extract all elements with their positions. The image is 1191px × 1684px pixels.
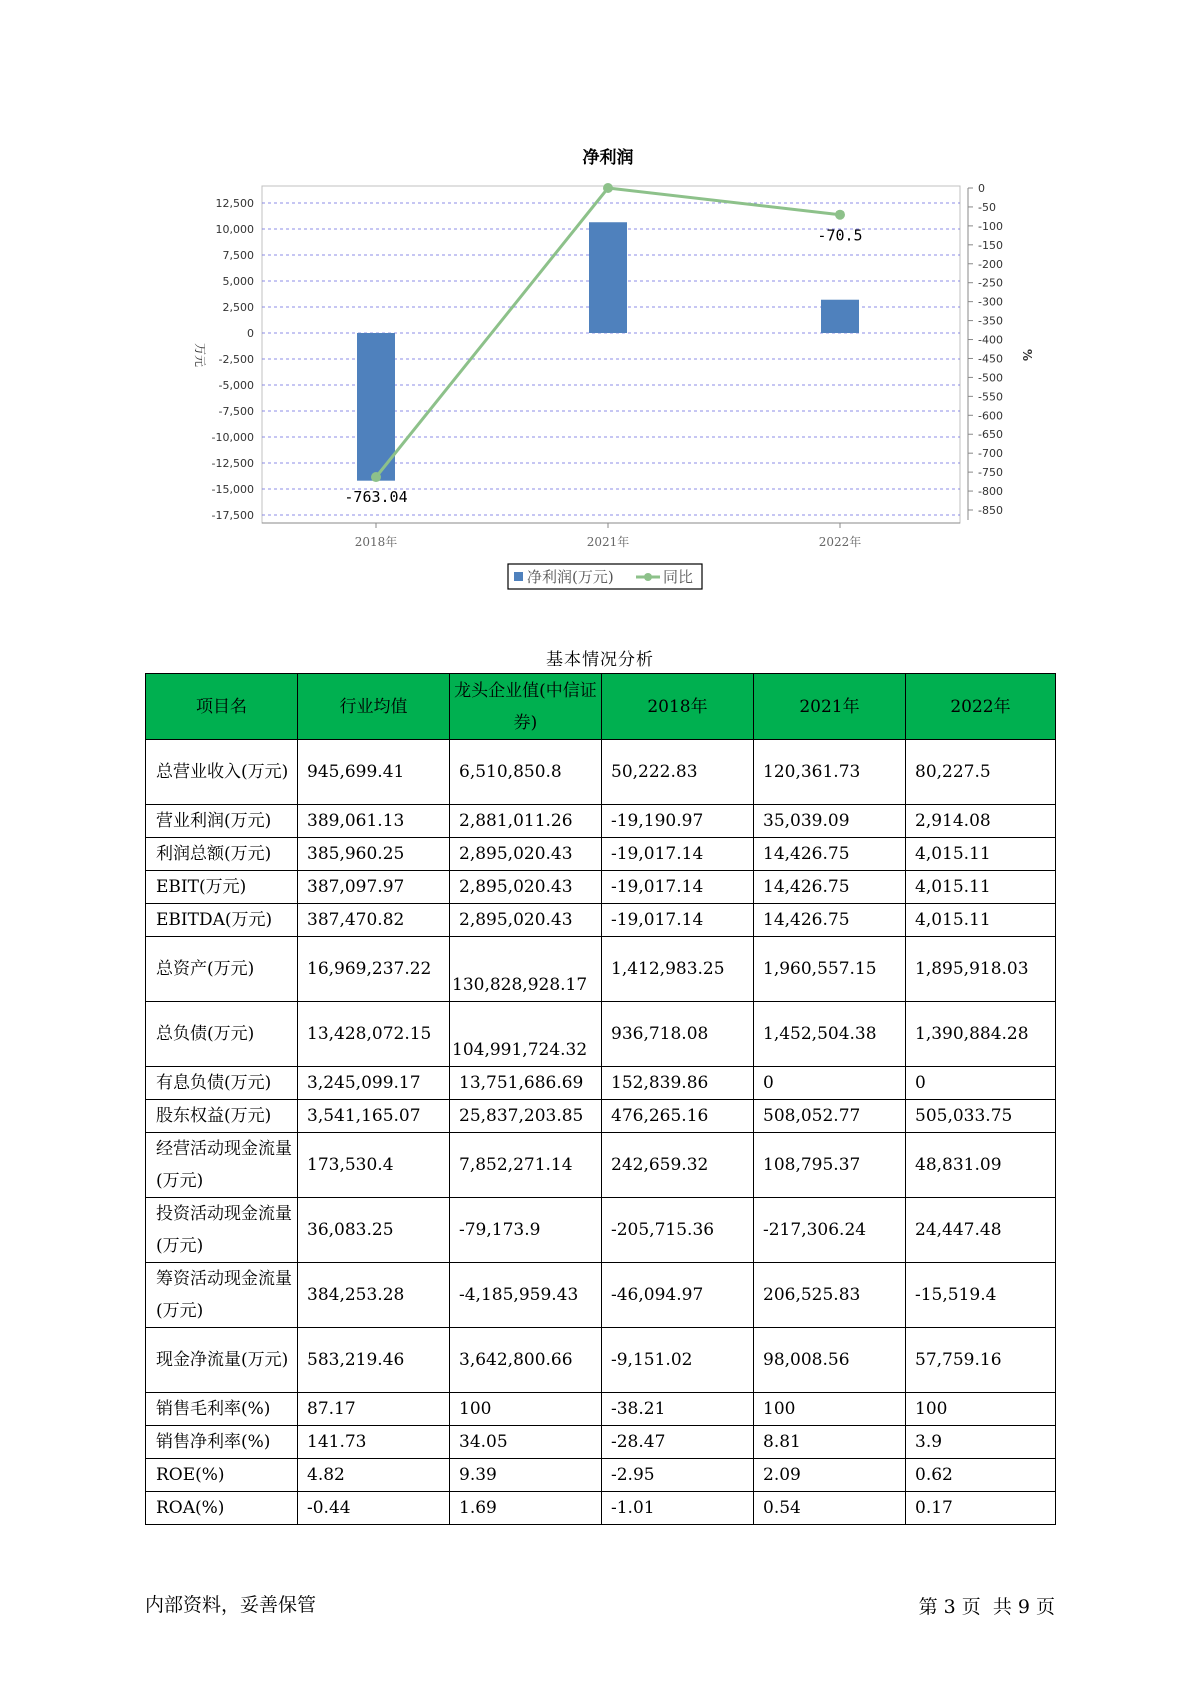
value-cell: 57,759.16 xyxy=(906,1328,1056,1393)
y2-tick-label: -200 xyxy=(978,257,1003,271)
table-header-row xyxy=(146,674,1056,740)
table-row xyxy=(146,1393,1056,1426)
table-row xyxy=(146,871,1056,904)
bar-net-profit xyxy=(589,222,627,333)
table-row xyxy=(146,1263,1056,1328)
value-cell: 120,361.73 xyxy=(754,740,906,805)
data-label: -70.5 xyxy=(817,226,863,245)
value-cell: 16,969,237.22 xyxy=(298,937,450,1002)
y2-tick-label: -750 xyxy=(978,466,1003,480)
value-cell: 387,470.82 xyxy=(298,904,450,937)
value-cell: 0.62 xyxy=(906,1459,1056,1492)
header-industry-avg: 行业均值 xyxy=(298,674,450,740)
y-tick-label: -15,000 xyxy=(211,483,254,496)
value-cell: 104,991,724.32 xyxy=(450,1002,602,1067)
table-row xyxy=(146,1100,1056,1133)
value-cell: 36,083.25 xyxy=(298,1198,450,1263)
value-cell: 100 xyxy=(450,1393,602,1426)
table-row xyxy=(146,1459,1056,1492)
value-cell: 0.17 xyxy=(906,1492,1056,1525)
value-cell: -28.47 xyxy=(602,1426,754,1459)
y2-tick-label: -150 xyxy=(978,238,1003,252)
value-cell: -9,151.02 xyxy=(602,1328,754,1393)
table-row xyxy=(146,937,1056,1002)
value-cell: 173,530.4 xyxy=(298,1133,450,1198)
value-cell: 0 xyxy=(754,1067,906,1100)
y2-tick-label: -500 xyxy=(978,371,1003,385)
row-label-cell: ROA(%) xyxy=(146,1492,298,1525)
value-cell: 945,699.41 xyxy=(298,740,450,805)
value-cell: 2,914.08 xyxy=(906,805,1056,838)
y-tick-label: 2,500 xyxy=(222,301,254,314)
y-tick-label: 7,500 xyxy=(222,249,254,262)
value-cell: 100 xyxy=(754,1393,906,1426)
footer-confidential-note: 内部资料，妥善保管 xyxy=(145,1594,317,1616)
value-cell: 48,831.09 xyxy=(906,1133,1056,1198)
point-yoy xyxy=(371,472,381,482)
value-cell: 3,541,165.07 xyxy=(298,1100,450,1133)
y2-tick-label: -450 xyxy=(978,352,1003,366)
row-label-cell: 销售净利率(%) xyxy=(146,1426,298,1459)
y2-tick-label: -850 xyxy=(978,504,1003,517)
value-cell: 2.09 xyxy=(754,1459,906,1492)
value-cell: 100 xyxy=(906,1393,1056,1426)
y-tick-label: -2,500 xyxy=(218,353,254,366)
y2-tick-label: -600 xyxy=(978,409,1003,423)
y2-tick-label: -300 xyxy=(978,295,1003,309)
value-cell: -19,017.14 xyxy=(602,904,754,937)
value-cell: 1,412,983.25 xyxy=(602,937,754,1002)
net-profit-chart xyxy=(0,0,1191,600)
table-caption: 基本情况分析 xyxy=(546,650,654,670)
value-cell: -205,715.36 xyxy=(602,1198,754,1263)
value-cell: 24,447.48 xyxy=(906,1198,1056,1263)
table-row xyxy=(146,1067,1056,1100)
y-tick-label: 12,500 xyxy=(215,197,254,210)
value-cell: -38.21 xyxy=(602,1393,754,1426)
value-cell: -19,017.14 xyxy=(602,871,754,904)
value-cell: 4,015.11 xyxy=(906,904,1056,937)
value-cell: 8.81 xyxy=(754,1426,906,1459)
row-label-cell: EBITDA(万元) xyxy=(146,904,298,937)
header-2021: 2021年 xyxy=(754,674,906,740)
basic-analysis-table xyxy=(145,673,1056,1525)
row-label-cell: 股东权益(万元) xyxy=(146,1100,298,1133)
value-cell: 1.69 xyxy=(450,1492,602,1525)
value-cell: 0 xyxy=(906,1067,1056,1100)
y2-tick-label: -350 xyxy=(978,314,1003,328)
header-leader-value: 龙头企业值(中信证券) xyxy=(450,674,602,740)
value-cell: -15,519.4 xyxy=(906,1263,1056,1328)
y2-tick-label: -100 xyxy=(978,219,1003,233)
header-item-name: 项目名 xyxy=(146,674,298,740)
row-label-cell: 现金净流量(万元) xyxy=(146,1328,298,1393)
value-cell: -1.01 xyxy=(602,1492,754,1525)
value-cell: 936,718.08 xyxy=(602,1002,754,1067)
row-label-cell: 总资产(万元) xyxy=(146,937,298,1002)
value-cell: 583,219.46 xyxy=(298,1328,450,1393)
value-cell: 14,426.75 xyxy=(754,838,906,871)
value-cell: 9.39 xyxy=(450,1459,602,1492)
value-cell: 141.73 xyxy=(298,1426,450,1459)
value-cell: 2,895,020.43 xyxy=(450,904,602,937)
y-tick-label: -5,000 xyxy=(218,379,254,392)
point-yoy xyxy=(603,183,613,193)
value-cell: 4,015.11 xyxy=(906,871,1056,904)
row-label-cell: 经营活动现金流量(万元) xyxy=(146,1133,298,1198)
value-cell: 389,061.13 xyxy=(298,805,450,838)
x-tick-label: 2018年 xyxy=(354,535,398,549)
chart-canvas xyxy=(0,0,1191,600)
value-cell: -19,190.97 xyxy=(602,805,754,838)
row-label-cell: 营业利润(万元) xyxy=(146,805,298,838)
value-cell: 4.82 xyxy=(298,1459,450,1492)
value-cell: 2,881,011.26 xyxy=(450,805,602,838)
value-cell: 4,015.11 xyxy=(906,838,1056,871)
bar-net-profit xyxy=(821,300,859,333)
value-cell: 0.54 xyxy=(754,1492,906,1525)
y-tick-label: 0 xyxy=(247,327,254,340)
y2-tick-label: -650 xyxy=(978,428,1003,442)
legend-bar-label: 净利润(万元) xyxy=(527,568,614,586)
value-cell: 206,525.83 xyxy=(754,1263,906,1328)
row-label-cell: EBIT(万元) xyxy=(146,871,298,904)
value-cell: -217,306.24 xyxy=(754,1198,906,1263)
row-label-cell: 销售毛利率(%) xyxy=(146,1393,298,1426)
value-cell: -46,094.97 xyxy=(602,1263,754,1328)
value-cell: -2.95 xyxy=(602,1459,754,1492)
value-cell: 13,751,686.69 xyxy=(450,1067,602,1100)
table-row xyxy=(146,805,1056,838)
row-label-cell: 总营业收入(万元) xyxy=(146,740,298,805)
value-cell: 50,222.83 xyxy=(602,740,754,805)
value-cell: 25,837,203.85 xyxy=(450,1100,602,1133)
value-cell: 7,852,271.14 xyxy=(450,1133,602,1198)
value-cell: 35,039.09 xyxy=(754,805,906,838)
value-cell: -0.44 xyxy=(298,1492,450,1525)
y2-tick-label: -800 xyxy=(978,485,1003,499)
chart-title: 净利润 xyxy=(582,148,634,168)
value-cell: 1,390,884.28 xyxy=(906,1002,1056,1067)
value-cell: 508,052.77 xyxy=(754,1100,906,1133)
value-cell: 476,265.16 xyxy=(602,1100,754,1133)
row-label-cell: 有息负债(万元) xyxy=(146,1067,298,1100)
value-cell: 80,227.5 xyxy=(906,740,1056,805)
value-cell: 108,795.37 xyxy=(754,1133,906,1198)
y2-tick-label: -700 xyxy=(978,447,1003,461)
data-label: -763.04 xyxy=(344,488,408,507)
y-tick-label: -7,500 xyxy=(218,405,254,418)
y-tick-label: -17,500 xyxy=(211,509,254,522)
value-cell: -79,173.9 xyxy=(450,1198,602,1263)
table-row xyxy=(146,1002,1056,1067)
value-cell: 34.05 xyxy=(450,1426,602,1459)
header-2022: 2022年 xyxy=(906,674,1056,740)
value-cell: 1,895,918.03 xyxy=(906,937,1056,1002)
value-cell: 387,097.97 xyxy=(298,871,450,904)
value-cell: -4,185,959.43 xyxy=(450,1263,602,1328)
value-cell: 384,253.28 xyxy=(298,1263,450,1328)
x-tick-label: 2021年 xyxy=(586,535,630,549)
y2-axis-title: % xyxy=(1020,348,1034,362)
legend-bar-swatch xyxy=(514,572,523,581)
value-cell: 130,828,928.17 xyxy=(450,937,602,1002)
value-cell: 6,510,850.8 xyxy=(450,740,602,805)
value-cell: 98,008.56 xyxy=(754,1328,906,1393)
value-cell: 1,452,504.38 xyxy=(754,1002,906,1067)
table-row xyxy=(146,740,1056,805)
value-cell: 1,960,557.15 xyxy=(754,937,906,1002)
table-row xyxy=(146,1426,1056,1459)
table-row xyxy=(146,838,1056,871)
table-row xyxy=(146,1133,1056,1198)
y-tick-label: -12,500 xyxy=(211,457,254,470)
y2-tick-label: -400 xyxy=(978,333,1003,347)
legend-line-marker xyxy=(644,573,652,581)
value-cell: 2,895,020.43 xyxy=(450,871,602,904)
y-tick-label: 5,000 xyxy=(222,275,254,288)
y2-tick-label: -250 xyxy=(978,276,1003,290)
row-label-cell: 投资活动现金流量(万元) xyxy=(146,1198,298,1263)
y-tick-label: 10,000 xyxy=(215,223,254,236)
row-label-cell: 总负债(万元) xyxy=(146,1002,298,1067)
value-cell: 3,642,800.66 xyxy=(450,1328,602,1393)
header-2018: 2018年 xyxy=(602,674,754,740)
value-cell: 505,033.75 xyxy=(906,1100,1056,1133)
y2-tick-label: -50 xyxy=(978,200,996,214)
row-label-cell: 筹资活动现金流量(万元) xyxy=(146,1263,298,1328)
y-axis-title: 万元 xyxy=(193,342,207,368)
value-cell: 14,426.75 xyxy=(754,871,906,904)
table-row xyxy=(146,1198,1056,1263)
value-cell: 14,426.75 xyxy=(754,904,906,937)
row-label-cell: ROE(%) xyxy=(146,1459,298,1492)
value-cell: 152,839.86 xyxy=(602,1067,754,1100)
table-row xyxy=(146,904,1056,937)
point-yoy xyxy=(835,210,845,220)
value-cell: 13,428,072.15 xyxy=(298,1002,450,1067)
value-cell: -19,017.14 xyxy=(602,838,754,871)
value-cell: 3,245,099.17 xyxy=(298,1067,450,1100)
table-row xyxy=(146,1328,1056,1393)
y-tick-label: -10,000 xyxy=(211,431,254,444)
row-label-cell: 利润总额(万元) xyxy=(146,838,298,871)
x-tick-label: 2022年 xyxy=(818,535,862,549)
footer-page-number: 第 3 页 共 9 页 xyxy=(918,1596,1055,1618)
table-row xyxy=(146,1492,1056,1525)
value-cell: 3.9 xyxy=(906,1426,1056,1459)
value-cell: 242,659.32 xyxy=(602,1133,754,1198)
value-cell: 385,960.25 xyxy=(298,838,450,871)
value-cell: 87.17 xyxy=(298,1393,450,1426)
y2-tick-label: 0 xyxy=(978,182,985,195)
value-cell: 2,895,020.43 xyxy=(450,838,602,871)
y2-tick-label: -550 xyxy=(978,390,1003,404)
legend-line-label: 同比 xyxy=(663,568,694,586)
